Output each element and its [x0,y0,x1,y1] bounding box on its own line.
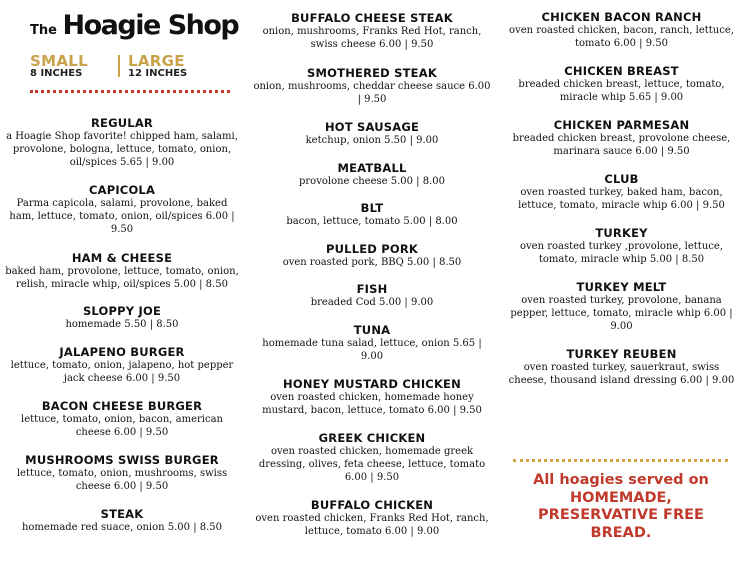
menu-item-desc: homemade red suace, onion 5.00 | 8.50 [21,522,223,533]
menu-item-desc: homemade tuna salad, lettuce, onion 5.65 | 9.00 [262,338,482,362]
menu-item-name: PULLED PORK [326,242,418,256]
menu-item-name: STEAK [100,507,144,521]
menu-item-name: BUFFALO CHICKEN [310,498,434,512]
menu-item-name: CAPICOLA [88,183,156,197]
menu-item [248,377,496,417]
menu-item-name: JALAPENO BURGER [59,345,185,359]
size-small [30,52,88,79]
menu-item-desc: oven roasted turkey ,provolone, lettuce, tomato, miracle whip 5.00 | 8.50 [520,241,723,265]
menu-item-desc: breaded chicken breast, provolone cheese, marinara sauce 6.00 | 9.50 [512,133,731,157]
menu-item-name: BUFFALO CHEESE STEAK [291,11,453,25]
size-divider [118,55,120,77]
menu-item-desc: onion, mushrooms, cheddar cheese sauce 6.00 | 9.50 [253,81,491,105]
menu-item [0,507,244,534]
menu-item-name: SLOPPY JOE [82,304,162,318]
menu-item-name: HAM & CHEESE [71,251,173,265]
menu-item [0,345,244,385]
menu-item [248,161,496,188]
menu-item-desc: breaded Cod 5.00 | 9.00 [310,297,434,308]
menu-item-name: MUSHROOMS SWISS BURGER [25,453,219,467]
menu-item [248,323,496,363]
menu-item-desc: baked ham, provolone, lettuce, tomato, onion, relish, miracle whip, oil/spices 5.00 | 8.50 [5,266,239,290]
menu-item-name: REGULAR [91,116,153,130]
menu-item [500,226,743,266]
promo-line-3: PRESERVATIVE FREE [538,507,704,523]
menu-item-desc: onion, mushrooms, Franks Red Hot, ranch, swiss cheese 6.00 | 9.50 [262,26,482,50]
promo-line-4: BREAD. [590,524,652,541]
menu-item-desc: oven roasted turkey, baked ham, bacon, lettuce, tomato, miracle whip 6.00 | 9.50 [518,187,725,211]
size-large [128,52,187,79]
promo-line-1: All hoagies served on [533,472,709,488]
menu-item-desc: oven roasted chicken, bacon, ranch, lettuce, tomato 6.00 | 9.50 [509,25,734,49]
size-large-label: LARGE [128,52,185,70]
menu-item-name: TURKEY REUBEN [566,347,677,361]
menu-item [500,172,743,212]
menu-item-name: CHICKEN BREAST [564,64,679,78]
menu-item-desc: ketchup, onion 5.50 | 9.00 [305,135,439,146]
menu-item [248,498,496,538]
menu-item-name: HOT SAUSAGE [324,120,420,134]
menu-item-desc: oven roasted chicken, Franks Red Hot, ranch, lettuce, tomato 6.00 | 9.00 [255,513,489,537]
menu-item [500,64,743,104]
menu-item-desc: oven roasted turkey, provolone, banana pepper, lettuce, tomato, miracle whip 6.00 | 9.00 [510,295,733,332]
menu-item [0,251,244,291]
bread-promo [515,472,727,542]
menu-item-name: BLT [360,201,384,215]
menu-item-name: GREEK CHICKEN [318,431,426,445]
menu-item [248,66,496,106]
dotted-divider-right [513,459,728,462]
menu-item-desc: provolone cheese 5.00 | 8.00 [299,176,445,187]
size-small-label: SMALL [30,52,88,70]
menu-item-name: TURKEY MELT [576,280,667,294]
menu-item-desc: oven roasted chicken, homemade greek dressing, olives, feta cheese, lettuce, tomato 6.00 | 9.50 [258,446,486,483]
menu-item [248,11,496,51]
menu-item-name: HONEY MUSTARD CHICKEN [283,377,461,391]
size-large-sub: 12 INCHES [128,68,188,79]
size-small-sub: 8 INCHES [30,68,83,79]
menu-item-desc: lettuce, tomato, onion, bacon, american cheese 6.00 | 9.50 [21,414,223,438]
menu-item [0,116,244,169]
menu-item [248,431,496,484]
menu-item [500,118,743,158]
menu-item [248,120,496,147]
menu-item-name: FISH [356,282,388,296]
menu-item-desc: a Hoagie Shop favorite! chipped ham, salami, provolone, bologna, lettuce, tomato, onion, oil/spices 5.65 | 9.00 [6,131,238,168]
menu-item-name: TUNA [353,323,391,337]
menu-item-desc: oven roasted turkey, sauerkraut, swiss cheese, thousand island dressing 6.00 | 9.00 [508,362,735,386]
menu-item [500,280,743,333]
menu-item-name: SMOTHERED STEAK [307,66,437,80]
menu-item [248,201,496,228]
menu-item-desc: oven roasted chicken, homemade honey mustard, bacon, lettuce, tomato 6.00 | 9.50 [262,392,482,416]
menu-item [500,10,743,50]
menu-item-name: CHICKEN BACON RANCH [541,10,702,24]
brand-the: The [30,23,57,38]
menu-item-desc: lettuce, tomato, onion, mushrooms, swiss cheese 6.00 | 9.50 [16,468,228,492]
menu-item [0,399,244,439]
menu-item-name: BACON CHEESE BURGER [41,399,203,413]
dotted-divider-left [30,90,230,93]
menu-item-desc: homemade 5.50 | 8.50 [65,319,179,330]
menu-item [0,453,244,493]
promo-line-2: HOMEMADE, [570,489,672,506]
menu-item [248,242,496,269]
menu-item-name: CLUB [604,172,639,186]
brand-name: Hoagie Shop [62,10,239,41]
menu-item [500,347,743,387]
menu-item-name: MEATBALL [337,161,407,175]
menu-item [248,282,496,309]
menu-item-desc: bacon, lettuce, tomato 5.00 | 8.00 [286,216,458,227]
size-legend [30,52,230,80]
brand-logo [30,10,238,41]
menu-item-desc: lettuce, tomato, onion, jalapeno, hot pepper jack cheese 6.00 | 9.50 [10,360,234,384]
menu-item-desc: Parma capicola, salami, provolone, baked ham, lettuce, tomato, onion, oil/spices 6.00 | 9.50 [9,198,235,235]
menu-item-name: TURKEY [595,226,648,240]
menu-item [0,304,244,331]
menu-item-name: CHICKEN PARMESAN [553,118,690,132]
menu-item-desc: oven roasted pork, BBQ 5.00 | 8.50 [282,257,462,268]
menu-item-desc: breaded chicken breast, lettuce, tomato, miracle whip 5.65 | 9.00 [518,79,725,103]
menu-item [0,183,244,236]
